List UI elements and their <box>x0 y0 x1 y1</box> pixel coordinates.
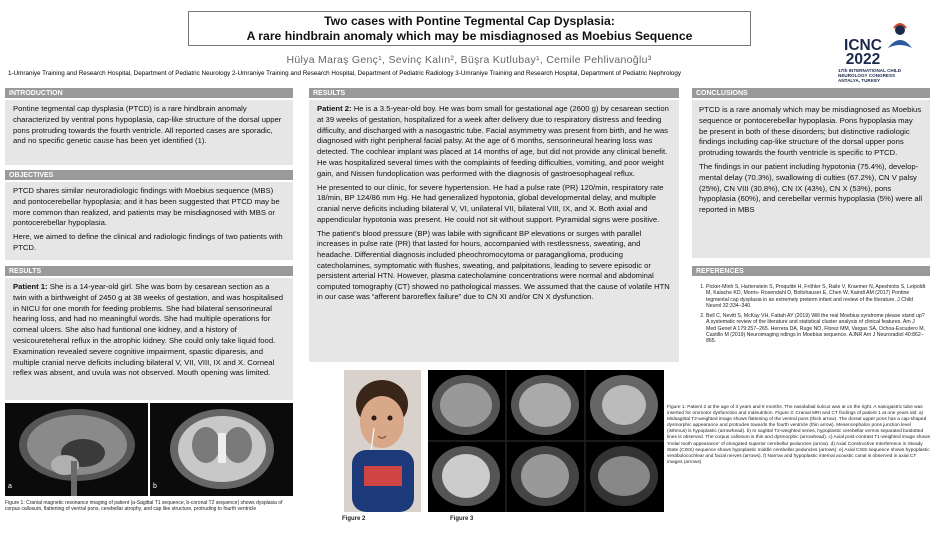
patient2-text-2: He presented to our clinic, for severe hypertension. He had a pulse rate (PR) 120/min, respiratory rate 18/min, BP 124/86 mm Hg. He had generalized hypotonia, global developmental delay, and multiple cranial nerve deficits including bilateral V, VI, unilateral VII, bilateral VIII, IX, and X. Both axial and appendicular hypotonia was present. He could not sit without support. Pyramidal signs were positive. <box>317 182 664 224</box>
figure3-mri-grid <box>428 370 664 512</box>
objectives-text-1: PTCD shares similar neuroradiologic findings with Moebius sequence (MBS) and pontocerebellar hypoplasia; and it has been suggested that PTCD may be more common than realized, and patients may be misdiagnosed with MBS or pontocerebellar hypoplasia. <box>13 186 280 228</box>
conclusions-panel <box>692 100 930 258</box>
figure2-label: Figure 2 <box>342 516 366 522</box>
poster-title <box>188 11 751 46</box>
patient2-panel <box>309 100 679 362</box>
logo-sub-1: 17th INTERNATIONAL CHILD <box>838 68 902 73</box>
figure2-3-caption: Figure 1: Patient 2 at the age of 3 years and 9 months. The nasolabial sulcus was at on the right. A nasogastric tube was inserted for oromotor dysfunction and malnutrition. Figure 3: Cranial MRI and CT findings of patient 1 at one years old: a) Midsagittal T2-weighted image shows flattening of the ventral pons (thick arrow). The dorsal upper pons has a cap-shaped dysmorphic appearance and protrudes towards the fourth ventricle (thin arrow). Mesencephalon pons junction level (isthmus) is hypoplastic (arrowhead). b) In sagittal T2-weighted series, hypoplastic cerebellar vermis separated butdotted lines is observed. The corpus callosum is thin and dysmorphic (arrowhead). c) Axial post-contrast T1-weighted image shows 'molar tooth appearance' of elongated superior cerebellar peduncles (arrow). d) Axial Constructive Interference in Steady State (CISS) sequence shows hypoplastic middle cerebellar peduncles (arrows). e) Axial CISS sequence shows hypoplastic vestibulocochlear and facial nerves (arrows). f) Narrow and hypoplastic internal acoustic canal is observed in axial CT images (arrows) <box>667 405 930 465</box>
objectives-heading: OBJECTIVES <box>5 170 293 180</box>
title-line-1: Two cases with Pontine Tegmental Cap Dysplasia: <box>324 14 615 28</box>
figure1-mri-coronal <box>150 403 293 496</box>
patient2-text-3: The patient’s blood pressure (BP) was labile with significant BP elevations or surges with parallel increases in pulse rate (PR) that lasted for hours, accompanied with restlessness, sweating, and headache. Differential diagnosis included pheochromocytoma or paraganglioma, producing catecholamines, symptomatic with flushes, sweating, and palpitations, leading to severe episodic or persistent arterial HTN. However, plasma catecholamine concentrations were normal and abdominal computed tomography (CT) showed no pathological masses. We assumed that the cause of volatile HTN in our case was “afferent baroreflex failure” due to CN XI and/or CN X dysfunction. <box>317 228 670 302</box>
reference-item: 1. Picker-Minh S, Hartenstein S, Proquitté H, Fröhler S, Raile V, Kraemer N, Apeshiotis S, Leipoldt M, Kalache KD, Morris- Rosendahl D, Boltshauser E, Chen W, Kaindl AM (2017) Pontine tegmental cap dysplasia in an extremely preterm infant and review of the literature. J Child Neurol 32:334–340. <box>706 284 926 309</box>
conclusions-text-1: PTCD is a rare anomaly which may be misdiagnosed as Moebius sequence or pontocerebellar hypoplasia. Pons hypoplasia may be present in both of these disorders; but distinctive radiologic findings including cap-like structure of the dorsal upper pons protruding towards the fourth ventricle is specific to PTCD. <box>699 105 922 158</box>
patient2-body-1: He is a 3.5-year-old boy. He was born small for gestational age (2600 g) by cesarean section at 39 weeks of gestation, hospitalized for a week after delivery due to respiratory distress and feeding difficulty, and discharged with a nasogastric tube. Facial asymmetry was present from birth, and he was diagnosed with right peripheral facial palsy. At the age of 6 months, sensorineural hearing loss was detected. The cochlear implant was placed at 14 months of age, but did not provide any clinical benefit. He was hospitalized several times with the complaints of feeding difficulties, vomiting, and poor weight gain, and Nissen fundoplication was performed with the diagnosis of gastroesophageal reflux. <box>317 104 669 178</box>
conclusions-text-2: The findings in our patient including hypotonia (75.4%), develop- mental delay (70.3%), swallowing di culties (67.2%), CN V palsy (25%), CN VIII (30.8%), CN IX (43%), CN X (53%), pons hypoplasia (60%), and cerebellar vermis hypoplasia (5%) were all reported in MBS <box>699 161 923 215</box>
authors: Hülya Maraş Genç¹, Sevinç Kalın², Büşra Kutlubay¹, Cemile Pehlivanoğlu³ <box>286 54 652 66</box>
affiliations: 1-Umraniye Training and Research Hospital, Department of Pediatric Neurology 2-Umraniye Training and Research Hospital, Department of Pediatric Radiology 3-Umraniye Training and Research Hospital, Department of Pediatric Nephrology <box>8 70 682 77</box>
objectives-panel <box>5 182 293 260</box>
patient1-label: Patient 1: <box>13 282 48 291</box>
patient1-body: She is a 14-year-old girl. She was born by cesarean section as a twin with a birthweight of 2450 g at 38 weeks of gestation, and was hospitalised in NICU for one month for feeding problems. She had bilateral sensorineural hearing loss, and had no meaningful words. She had multiple operations for corneal ulcers. She also had funtional one kidney, and a history of vesicoureteheral reflux in the atrophic kidney. She could only take liquid food. Examination revealed severe cognitive impairment, spastic diparesis, and multiple cranial nerve deficits including bilateral V, VII, VIII, IX and X. Corneal reflex was absent, and uvula was not observed. Mouth opening was limited. <box>13 282 284 378</box>
results-heading-left: RESULTS <box>5 266 293 276</box>
title-line-2: A rare hindbrain anomaly which may be misdiagnosed as Moebius Sequence <box>246 29 693 43</box>
figure1-mri-sagittal <box>5 403 148 496</box>
logo-sub-2: NEUROLOGY CONGRESS <box>838 73 896 79</box>
references-heading: REFERENCES <box>692 266 930 276</box>
patient2-text-1 <box>317 104 671 180</box>
figure1-label-a: a <box>8 483 12 490</box>
introduction-text: Pontine tegmental cap dysplasia (PTCD) is a rare hindbrain anomaly characterized by ventral pons hypoplasia, cap-like structure of the dorsal upper pons protruding towards the fourth ventricle. All reported cases are sporadic, and no specific genetic cause has been yet identified (1). <box>13 104 282 146</box>
patient2-label: Patient 2: <box>317 104 352 113</box>
introduction-panel <box>5 100 293 165</box>
logo-sub-3: ANTALYA, TURKEY <box>838 78 881 84</box>
patient1-text <box>13 282 285 379</box>
logo-text <box>838 39 888 67</box>
logo-name: ICNC <box>844 37 882 54</box>
logo-subtitle <box>838 68 928 84</box>
figure1-label-b: b <box>153 483 157 490</box>
conclusions-heading: CONCLUSIONS <box>692 88 930 98</box>
reference-item: 2. Bell C, Nevitt S, McKay VH, Fattah AY (2019) Will the real Moebius syndrome please stand up? A systematic review of the literature and statistical cluster analysis of clinical features. Am J Med Genet A 179:257–265. Herrera DA, Ruge NO, Florez MM, Vargas SA, Ochoa-Escudero M, Castillo M (2019) Neuroimaging ndings in Moebius sequence. AJNR Am J Neuroradiol 40:862–865. <box>706 313 926 344</box>
introduction-heading: INTRODUCTION <box>5 88 293 98</box>
patient1-panel <box>5 278 293 400</box>
logo-year: 2022 <box>845 51 881 68</box>
results-heading-mid: RESULTS <box>309 88 679 98</box>
figure1-caption: Figure 1: Cranial magnetic resonance imaging of patient (a-Sagittal T1 sequence, b-coronal T2 sequence) shows dysplasia of corpus callosum, flattening of ventral pons, cerebellar atrophy, and cap like structure, protruding to fourth ventricle <box>5 500 283 513</box>
figure2-patient-photo <box>344 370 421 512</box>
references-list <box>696 284 926 349</box>
figure3-label: Figure 3 <box>450 516 474 522</box>
objectives-text-2: Here, we aimed to define the clinical and radiologic findings of two patients with PTCD. <box>13 232 283 252</box>
